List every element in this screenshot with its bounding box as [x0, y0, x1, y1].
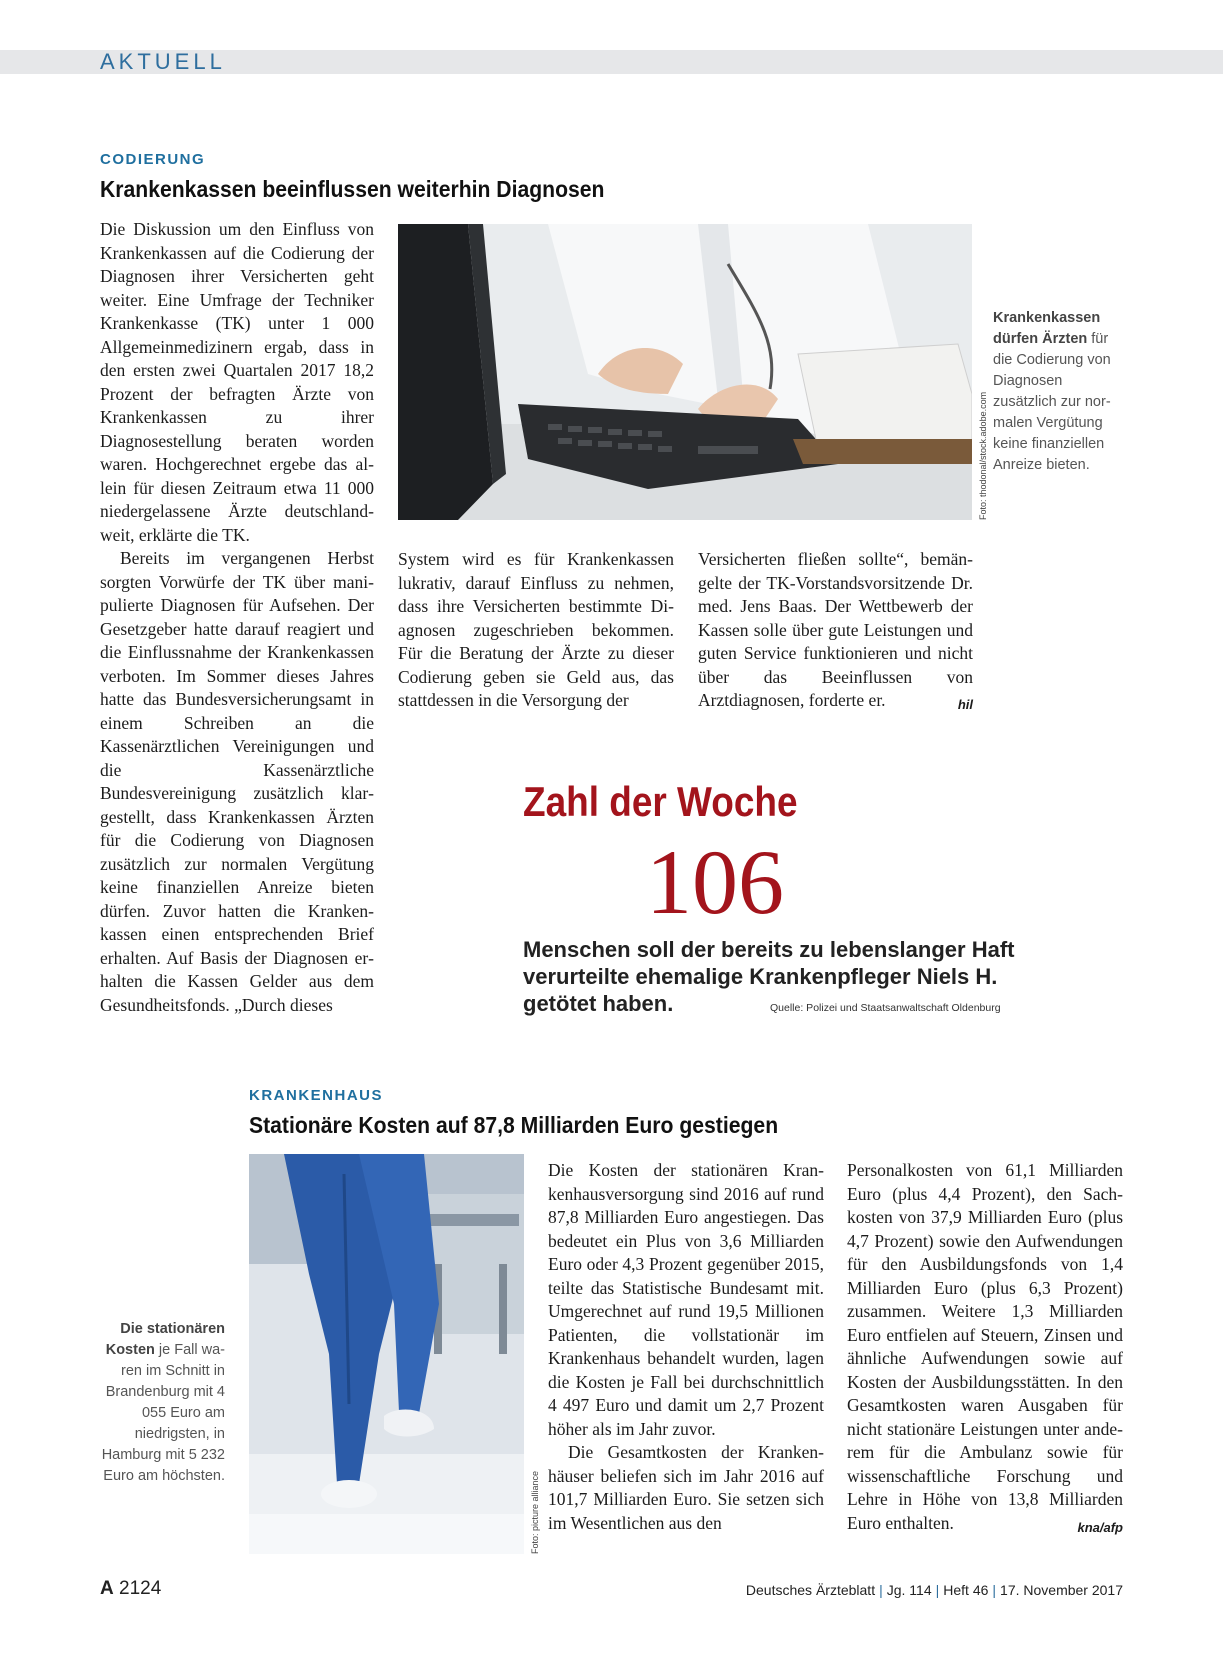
- article2-photo-caption: [100, 1319, 225, 1487]
- article1-column-3: [698, 548, 973, 717]
- page-number: [100, 1578, 161, 1600]
- article1-headline: Krankenkassen beeinflussen weiterhin Diagnosen: [100, 176, 605, 202]
- number-of-week-value: 106: [646, 831, 784, 933]
- caption-text: je Fall waren im Schnitt in Brandenburg mit 4 055 Euro am niedrigsten, in Hamburg mit 5 232 Euro am höchsten.: [101, 1342, 225, 1484]
- journal-name: Deutsches Ärzteblatt: [745, 1582, 876, 1598]
- caption-bold: Die stationären Kosten: [105, 1321, 225, 1358]
- article2-photo-credit: Foto: picture alliance: [530, 1470, 540, 1554]
- article2-paragraph: Die Kosten der stationären Krankenhausversorgung sind 2016 auf rund 87,8 Milliarden Euro angestiegen. Das bedeutet ein Plus von 3,6 Milliarden Euro oder 4,3 Prozent gegenüber 2015, teilte das Statistische Bundesamt mit. Umgerechnet auf rund 19,5 Millionen Patienten, die vollstationär im Krankenhaus behandelt wurden, lagen die Kosten je Fall bei durchschnittlich 4 497 Euro und damit um 2,7 Prozent höher als im Jahr zuvor.: [548, 1160, 824, 1439]
- journal-info: Deutsches Ärzteblatt | Jg. 114 | Heft 46 | 17. November 2017: [745, 1582, 1123, 1598]
- article2-paragraph: Die Gesamtkosten der Krankenhäuser beliefen sich im Jahr 2016 auf 101,7 Milliarden Euro. Sie setzen sich im Wesentlichen aus den: [548, 1442, 824, 1533]
- doctor-keyboard-photo: [398, 224, 972, 520]
- section-label: AKTUELL: [100, 49, 226, 74]
- article2-kicker: KRANKENHAUS: [249, 1087, 384, 1104]
- article1-paragraph: System wird es für Krankenkassen lukrativ, darauf Einfluss zu nehmen, dass ihre Versicherten bestimmte Diagnosen zugeschrieben bekommen. Für die Beratung der Ärzte zu dieser Codierung geben sie Geld aus, das stattdessen in die Versorgung der: [398, 549, 674, 710]
- hospital-corridor-photo: [249, 1154, 524, 1554]
- number-of-week-source: Quelle: Polizei und Staatsanwaltschaft Oldenburg: [770, 1002, 1001, 1014]
- article1-paragraph: [698, 548, 973, 713]
- journal-issue: Heft 46: [943, 1582, 989, 1598]
- journal-volume: Jg. 114: [886, 1582, 932, 1598]
- article1-paragraph: Bereits im vergangenen Herbst sorgten Vorwürfe der TK über manipulierte Diagnosen für Aufsehen. Der Gesetzgeber hatte darauf reagiert und die Einflussnahme der Krankenkassen verboten. Im Sommer dieses Jahres hatte das Bundesversicherungsamt in einem Schreiben an die Kassenärztlichen Vereinigungen und die Kassenärztliche Bundesvereinigung zusätzlich klargestellt, dass Krankenkassen Ärzten für die Codierung von Diagnosen zusätzlich zur normalen Vergütung keine finanziellen Anreize bieten dürfen. Zuvor hatten die Krankenkassen einen entsprechenden Brief erhalten. Auf Basis der Diagnosen erhalten die Kassen Gelder aus dem Gesundheitsfonds. „Durch dieses: [100, 548, 374, 1015]
- page-number-value: 2124: [119, 1578, 162, 1599]
- article2-headline: Stationäre Kosten auf 87,8 Milliarden Euro gestiegen: [249, 1112, 779, 1138]
- article2-signature: kna/afp: [1077, 1519, 1123, 1535]
- journal-date: 17. November 2017: [1000, 1582, 1123, 1598]
- number-of-week-text: Menschen soll der bereits zu lebenslanger Haft verurteilte ehemalige Krankenpfleger Niels H. getötet haben.: [523, 937, 1015, 1016]
- article2-col2-text: Personalkosten von 61,1 Milliarden Euro (plus 4,4 Prozent), den Sachkosten von 37,9 Milliarden Euro (plus 4,7 Prozent) sowie den Aufwendungen für den Ausbildungsfonds von 1,4 Milliarden Euro (plus 6,3 Prozent) zusammen. Weitere 1,3 Milliarden Euro entfielen auf Steuern, Zinsen und ähnliche Aufwendungen sowie auf Kosten der Ausbildungsstätten. In den Gesamtkosten waren Ausgaben für nicht stationäre Leistungen unter anderem für die Ambulanz sowie für wissenschaftliche Forschung und Lehre in Höhe von 13,8 Milliarden Euro enthalten.: [847, 1160, 1123, 1533]
- article1-photo-caption: [993, 308, 1113, 476]
- number-of-week-title: Zahl der Woche: [523, 778, 798, 825]
- article1-kicker: CODIERUNG: [100, 151, 206, 168]
- article1-photo-credit: Foto: thodonal/stock.adobe.com: [978, 391, 988, 520]
- article1-paragraph: Die Diskussion um den Einfluss von Krankenkassen auf die Codierung der Diagnosen ihrer Versicherten geht weiter. Eine Umfrage der Techniker Krankenkasse (TK) unter 1 000 Allgemeinmedizinern ergab, dass in den ersten zwei Quartalen 2017 18,2 Prozent der befragten Ärzte von Krankenkassen zu ihrer Diagnosestellung beraten worden waren. Hochgerechnet ergebe das allein für diesen Zeitraum etwa 11 000 niedergelassene Ärzte deutschlandweit, erklärte die TK.: [100, 219, 374, 545]
- caption-text: für die Codierung von Diagnosen zusätzlich zur normalen Vergütung keine finanziellen Anreize bieten.: [993, 331, 1111, 473]
- page-prefix: A: [100, 1578, 114, 1599]
- article2-paragraph: [847, 1159, 1123, 1535]
- article1-column-1: [100, 218, 374, 1017]
- article1-col3-text: Versicherten fließen sollte“, bemängelte der TK-Vorstandsvorsitzende Dr. med. Jens Baas. Der Wettbewerb der Kassen solle über gute Leistungen und guten Service funktionieren und nicht über das Beeinflussen von Arztdiagnosen, forderte er.: [698, 549, 973, 710]
- article1-signature: hil: [957, 697, 973, 712]
- article2-column-1: [548, 1159, 824, 1535]
- article2-column-2: [847, 1159, 1123, 1539]
- article1-column-2: [398, 548, 674, 713]
- hospital-corridor-illustration: [249, 1154, 524, 1554]
- caption-bold: Krankenkassen dürfen Ärzten: [993, 310, 1101, 347]
- doctor-keyboard-illustration: [398, 224, 972, 520]
